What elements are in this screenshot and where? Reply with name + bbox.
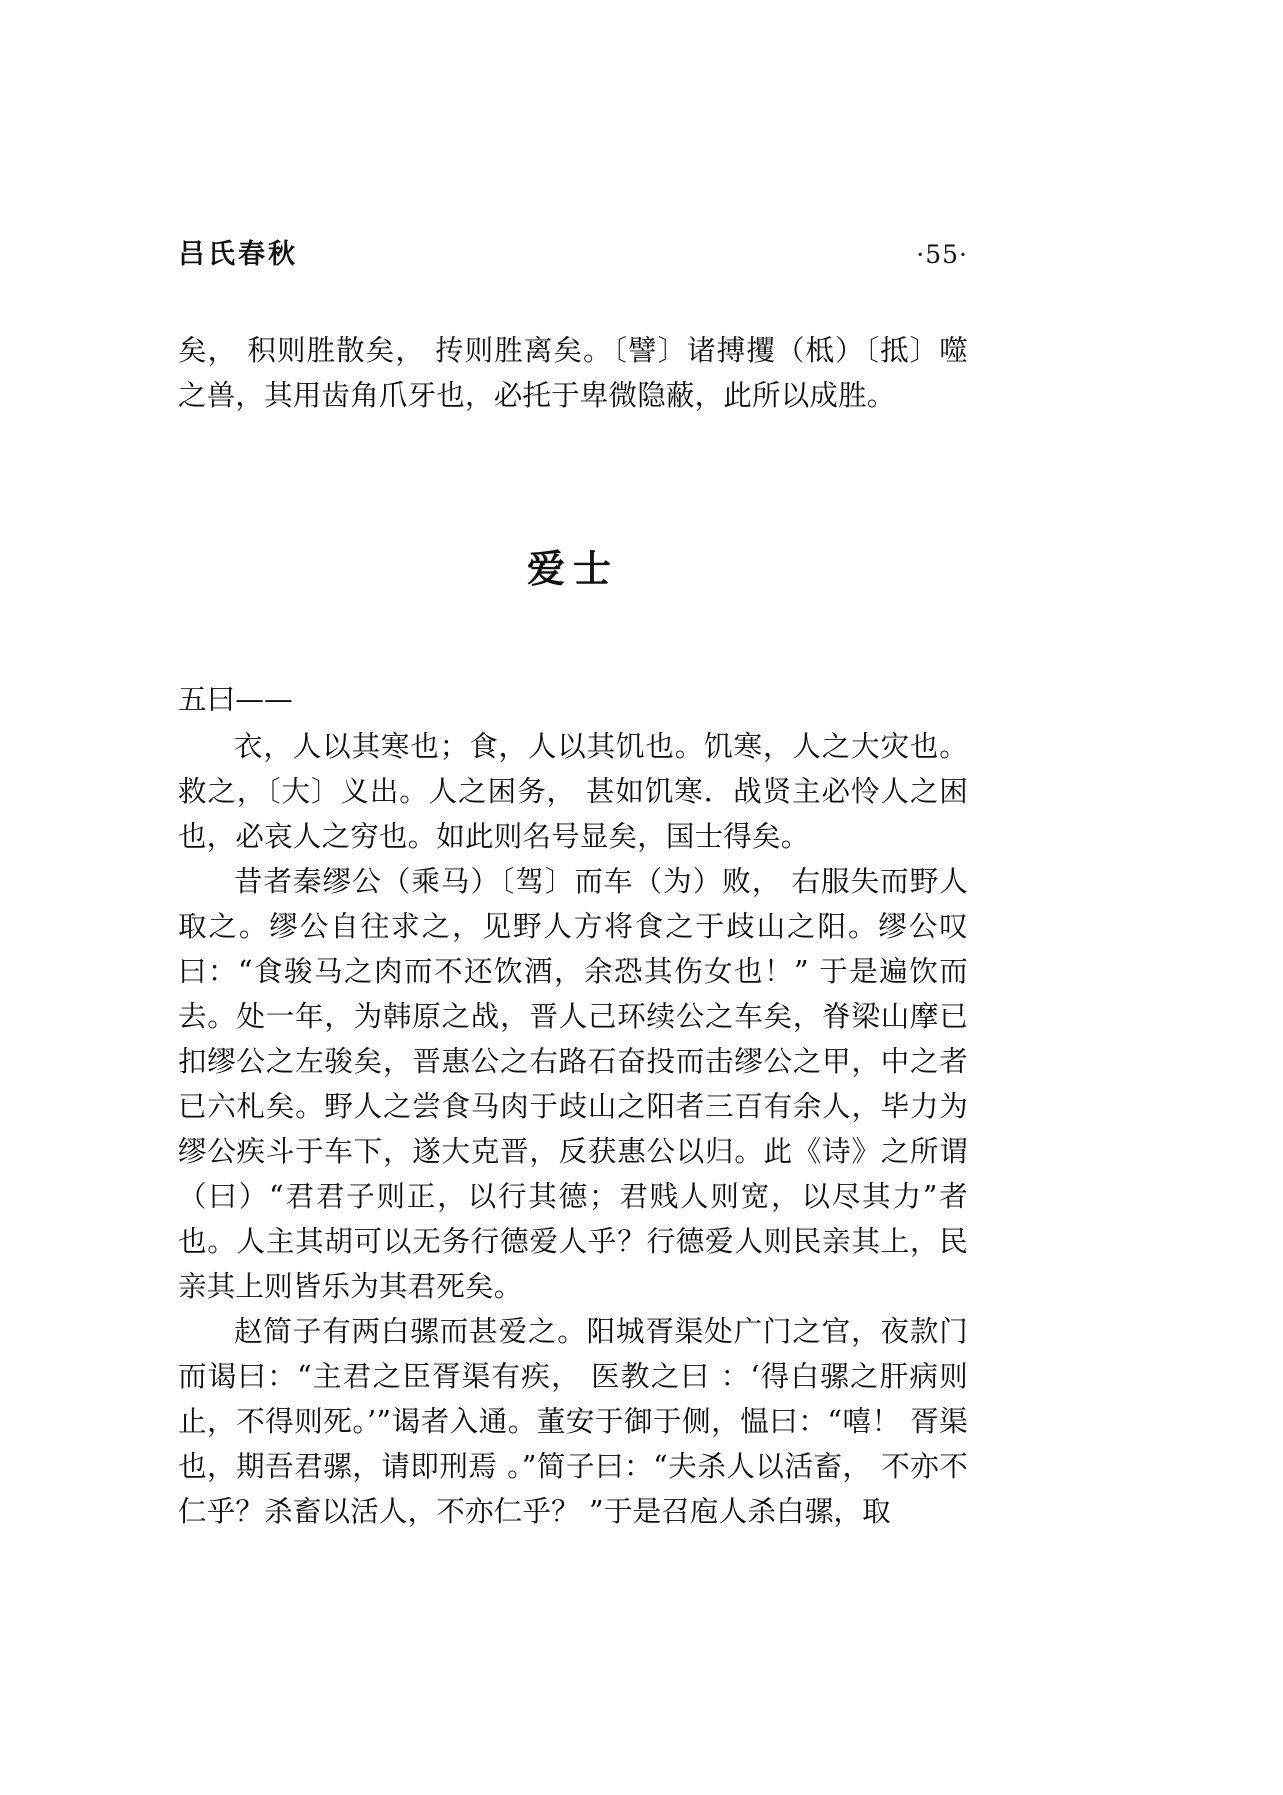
continued-paragraph: 矣， 积则胜散矣， 抟则胜离矣。〔譬〕诸搏攫（柢）〔抵〕噬之兽，其用齿角爪牙也，必托于卑微隐蔽，此所以成胜。 (178, 334, 968, 412)
paragraph: 昔者秦缪公（乘马）〔驾〕而车（为）败， 右服失而野人取之。缪公自往求之，见野人方将食之于歧山之阳。缪公叹曰：“食骏马之肉而不还饮酒，余恐其伤女也！” 于是遍饮而去。处一年，为韩原之战，晋人己环续公之车矣，脊梁山摩已扣缪公之左骏矣，晋惠公之右路石奋投而击缪公之甲，中之者已六札矣。野人之尝食马肉于歧山之阳者三百有余人，毕力为缪公疾斗于车下，遂大克晋，反获惠公以归。此《诗》之所谓（曰）“君君子则正，以行其德；君贱人则宽，以尽其力”者也。人主其胡可以无务行德爱人乎？行德爱人则民亲其上，民亲其上则皆乐为其君死矣。 (178, 865, 968, 1303)
running-head (178, 232, 968, 284)
paragraph: 赵简子有两白骡而甚爱之。阳城胥渠处广门之官，夜款门而谒曰：“主君之臣胥渠有疾， 医教之曰 ：‘得白骡之肝病则止，不得则死。’”谒者入通。董安于御于侧，愠曰：“嘻！ 胥渠也，期吾君骡，请即刑焉 。”简子曰：“夫杀人以活畜， 不亦不仁乎？杀畜以活人，不亦仁乎？ ”于是召庖人杀白骡，取 (178, 1315, 968, 1528)
section-title: 爱士 (526, 546, 619, 591)
page-content (178, 232, 968, 1534)
page-number: ·55· (916, 240, 968, 269)
section-lead-label: 五曰—— (178, 683, 293, 716)
book-title: 吕氏春秋 (178, 239, 298, 270)
paragraph: 衣，人以其寒也；食，人以其饥也。饥寒，人之大灾也。救之，〔大〕义出。人之困务， 甚如饥寒．战贤主必怜人之困也，必哀人之穷也。如此则名号显矣，国士得矣。 (178, 730, 968, 853)
section-body (178, 724, 968, 1534)
